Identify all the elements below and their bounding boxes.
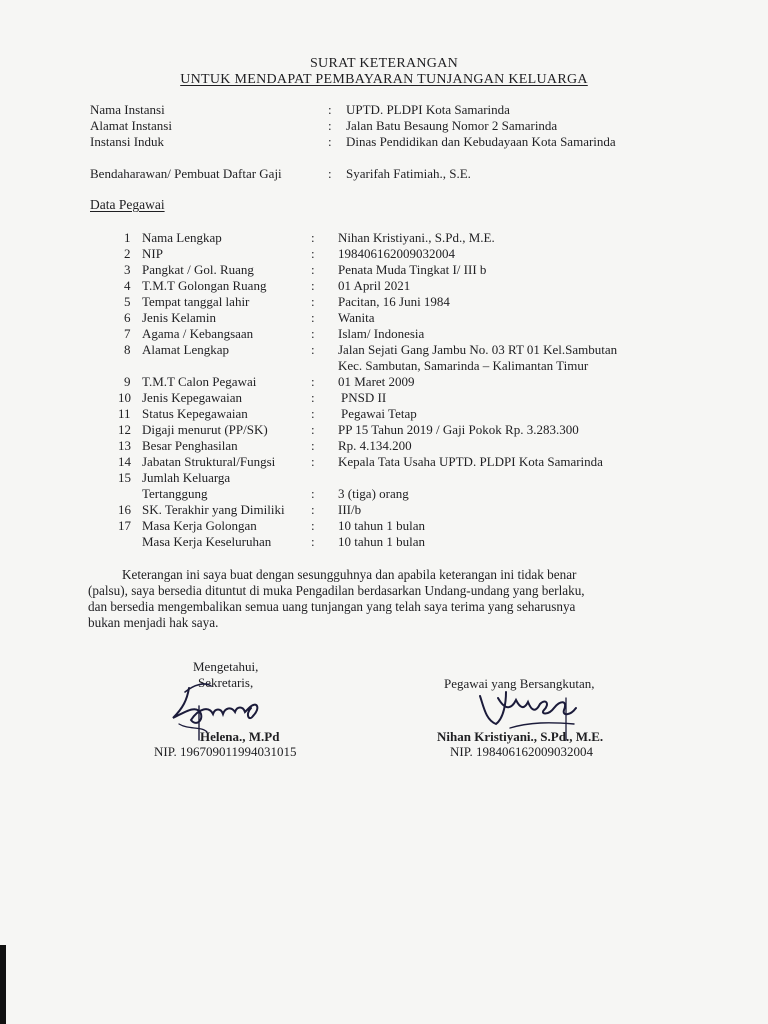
field-separator: : bbox=[311, 534, 315, 549]
field-label: Masa Kerja Keseluruhan bbox=[142, 534, 272, 549]
field-label: SK. Terakhir yang Dimiliki bbox=[142, 502, 285, 517]
signature-heading: Mengetahui, bbox=[193, 659, 259, 674]
field-value: Pacitan, 16 Juni 1984 bbox=[338, 294, 450, 309]
field-value: III/b bbox=[338, 502, 362, 517]
signature-role: Sekretaris, bbox=[198, 675, 254, 690]
field-value: PP 15 Tahun 2019 / Gaji Pokok Rp. 3.283.300 bbox=[338, 422, 579, 437]
item-number: 9 bbox=[124, 374, 131, 389]
document-title: SURAT KETERANGAN bbox=[309, 56, 459, 71]
list-item bbox=[0, 374, 768, 390]
field-label: Digaji menurut (PP/SK) bbox=[142, 422, 268, 437]
item-number: 13 bbox=[118, 438, 131, 453]
list-item bbox=[0, 518, 768, 534]
field-separator: : bbox=[311, 294, 315, 309]
field-separator: : bbox=[328, 102, 332, 117]
list-item bbox=[0, 294, 768, 310]
field-separator: : bbox=[311, 342, 315, 357]
field-label: Alamat Lengkap bbox=[142, 342, 229, 357]
item-number: 8 bbox=[124, 342, 131, 357]
field-value: Rp. 4.134.200 bbox=[338, 438, 412, 453]
signature-name: Helena., M.Pd bbox=[200, 729, 280, 744]
item-number: 12 bbox=[118, 422, 131, 437]
list-item bbox=[0, 390, 768, 406]
list-item bbox=[0, 246, 768, 262]
field-separator: : bbox=[311, 438, 315, 453]
item-number: 17 bbox=[118, 518, 131, 533]
field-value-line2: Kec. Sambutan, Samarinda – Kalimantan Timur bbox=[338, 358, 589, 373]
field-value: Pegawai Tetap bbox=[341, 406, 417, 421]
field-value: Jalan Batu Besaung Nomor 2 Samarinda bbox=[346, 118, 558, 133]
list-item bbox=[0, 422, 768, 438]
instansi-row bbox=[0, 134, 768, 150]
field-separator: : bbox=[328, 166, 332, 181]
field-label: Pangkat / Gol. Ruang bbox=[142, 262, 254, 277]
item-number: 16 bbox=[118, 502, 131, 517]
field-value: 198406162009032004 bbox=[338, 246, 455, 261]
statement-line: (palsu), saya bersedia dituntut di muka Pengadilan berdasarkan Undang-undang yang berlaku, bbox=[88, 583, 585, 598]
item-number: 2 bbox=[124, 246, 131, 261]
item-number: 6 bbox=[124, 310, 131, 325]
item-number: 10 bbox=[118, 390, 131, 405]
list-item bbox=[0, 502, 768, 518]
list-item bbox=[0, 438, 768, 454]
field-label: Jenis Kepegawaian bbox=[142, 390, 242, 405]
field-label: Jenis Kelamin bbox=[142, 310, 217, 325]
field-label: Bendaharawan/ Pembuat Daftar Gaji bbox=[90, 166, 282, 181]
field-separator: : bbox=[328, 134, 332, 149]
field-label: Alamat Instansi bbox=[90, 118, 172, 133]
field-value: Kepala Tata Usaha UPTD. PLDPI Kota Samarinda bbox=[338, 454, 603, 469]
section-title-data-pegawai: Data Pegawai bbox=[90, 197, 165, 212]
list-item-continuation bbox=[0, 358, 768, 374]
field-separator: : bbox=[311, 502, 315, 517]
bendahara-row bbox=[0, 166, 768, 182]
field-separator: : bbox=[311, 326, 315, 341]
item-number: 7 bbox=[124, 326, 131, 341]
signature-nip: NIP. 198406162009032004 bbox=[450, 744, 594, 759]
field-separator: : bbox=[311, 374, 315, 389]
instansi-row bbox=[0, 102, 768, 118]
field-value: 01 April 2021 bbox=[338, 278, 411, 293]
list-item bbox=[0, 326, 768, 342]
field-value: 10 tahun 1 bulan bbox=[338, 518, 426, 533]
field-separator: : bbox=[311, 518, 315, 533]
field-value: Penata Muda Tingkat I/ III b bbox=[338, 262, 487, 277]
field-separator: : bbox=[328, 118, 332, 133]
field-value: 3 (tiga) orang bbox=[338, 486, 409, 501]
list-item bbox=[0, 406, 768, 422]
item-number: 3 bbox=[124, 262, 131, 277]
field-value: Dinas Pendidikan dan Kebudayaan Kota Samarinda bbox=[346, 134, 616, 149]
field-separator: : bbox=[311, 262, 315, 277]
field-separator: : bbox=[311, 422, 315, 437]
scan-edge-shadow bbox=[0, 945, 6, 1024]
field-separator: : bbox=[311, 246, 315, 261]
field-value: Jalan Sejati Gang Jambu No. 03 RT 01 Kel.Sambutan bbox=[338, 342, 618, 357]
field-label: Tempat tanggal lahir bbox=[142, 294, 250, 309]
field-value: Wanita bbox=[338, 310, 375, 325]
list-item bbox=[0, 486, 768, 502]
field-value: UPTD. PLDPI Kota Samarinda bbox=[346, 102, 510, 117]
field-label: Besar Penghasilan bbox=[142, 438, 238, 453]
list-item bbox=[0, 342, 768, 358]
field-label: Instansi Induk bbox=[90, 134, 165, 149]
item-number: 14 bbox=[118, 454, 131, 469]
field-label: NIP bbox=[142, 246, 163, 261]
field-value: Nihan Kristiyani., S.Pd., M.E. bbox=[338, 230, 495, 245]
field-value: 01 Maret 2009 bbox=[338, 374, 415, 389]
item-number: 11 bbox=[118, 406, 131, 421]
field-separator: : bbox=[311, 406, 315, 421]
item-number: 4 bbox=[124, 278, 131, 293]
list-item bbox=[0, 262, 768, 278]
item-number: 5 bbox=[124, 294, 131, 309]
field-label: Nama Instansi bbox=[90, 102, 165, 117]
item-number: 1 bbox=[124, 230, 131, 245]
field-separator: : bbox=[311, 278, 315, 293]
field-label: Jumlah Keluarga bbox=[142, 470, 231, 485]
field-value: PNSD II bbox=[341, 390, 387, 405]
instansi-row bbox=[0, 118, 768, 134]
list-item bbox=[0, 230, 768, 246]
field-label: Masa Kerja Golongan bbox=[142, 518, 257, 533]
field-separator: : bbox=[311, 230, 315, 245]
field-value: Syarifah Fatimiah., S.E. bbox=[346, 166, 471, 181]
field-label: T.M.T Calon Pegawai bbox=[142, 374, 257, 389]
field-label: Status Kepegawaian bbox=[142, 406, 248, 421]
field-label: Nama Lengkap bbox=[142, 230, 222, 245]
statement-line: Keterangan ini saya buat dengan sesungguhnya dan apabila keterangan ini tidak benar bbox=[122, 567, 577, 582]
document-subtitle: UNTUK MENDAPAT PEMBAYARAN TUNJANGAN KELUARGA bbox=[180, 72, 588, 87]
list-item bbox=[0, 278, 768, 294]
signature-name: Nihan Kristiyani., S.Pd., M.E. bbox=[437, 729, 604, 744]
item-number: 15 bbox=[118, 470, 131, 485]
list-item bbox=[0, 454, 768, 470]
field-separator: : bbox=[311, 310, 315, 325]
list-item bbox=[0, 310, 768, 326]
list-item bbox=[0, 534, 768, 550]
field-label: T.M.T Golongan Ruang bbox=[142, 278, 267, 293]
field-separator: : bbox=[311, 454, 315, 469]
list-item bbox=[0, 470, 768, 486]
field-separator: : bbox=[311, 390, 315, 405]
field-separator: : bbox=[311, 486, 315, 501]
field-value: Islam/ Indonesia bbox=[338, 326, 425, 341]
statement-line: dan bersedia mengembalikan semua uang tunjangan yang telah saya terima yang seharusnya bbox=[88, 599, 576, 614]
field-label: Jabatan Struktural/Fungsi bbox=[142, 454, 276, 469]
field-label: Agama / Kebangsaan bbox=[142, 326, 254, 341]
signature-heading: Pegawai yang Bersangkutan, bbox=[444, 676, 595, 691]
field-value: 10 tahun 1 bulan bbox=[338, 534, 426, 549]
statement-line: bukan menjadi hak saya. bbox=[88, 615, 219, 630]
field-label: Tertanggung bbox=[142, 486, 208, 501]
signature-nip: NIP. 196709011994031015 bbox=[154, 744, 297, 759]
